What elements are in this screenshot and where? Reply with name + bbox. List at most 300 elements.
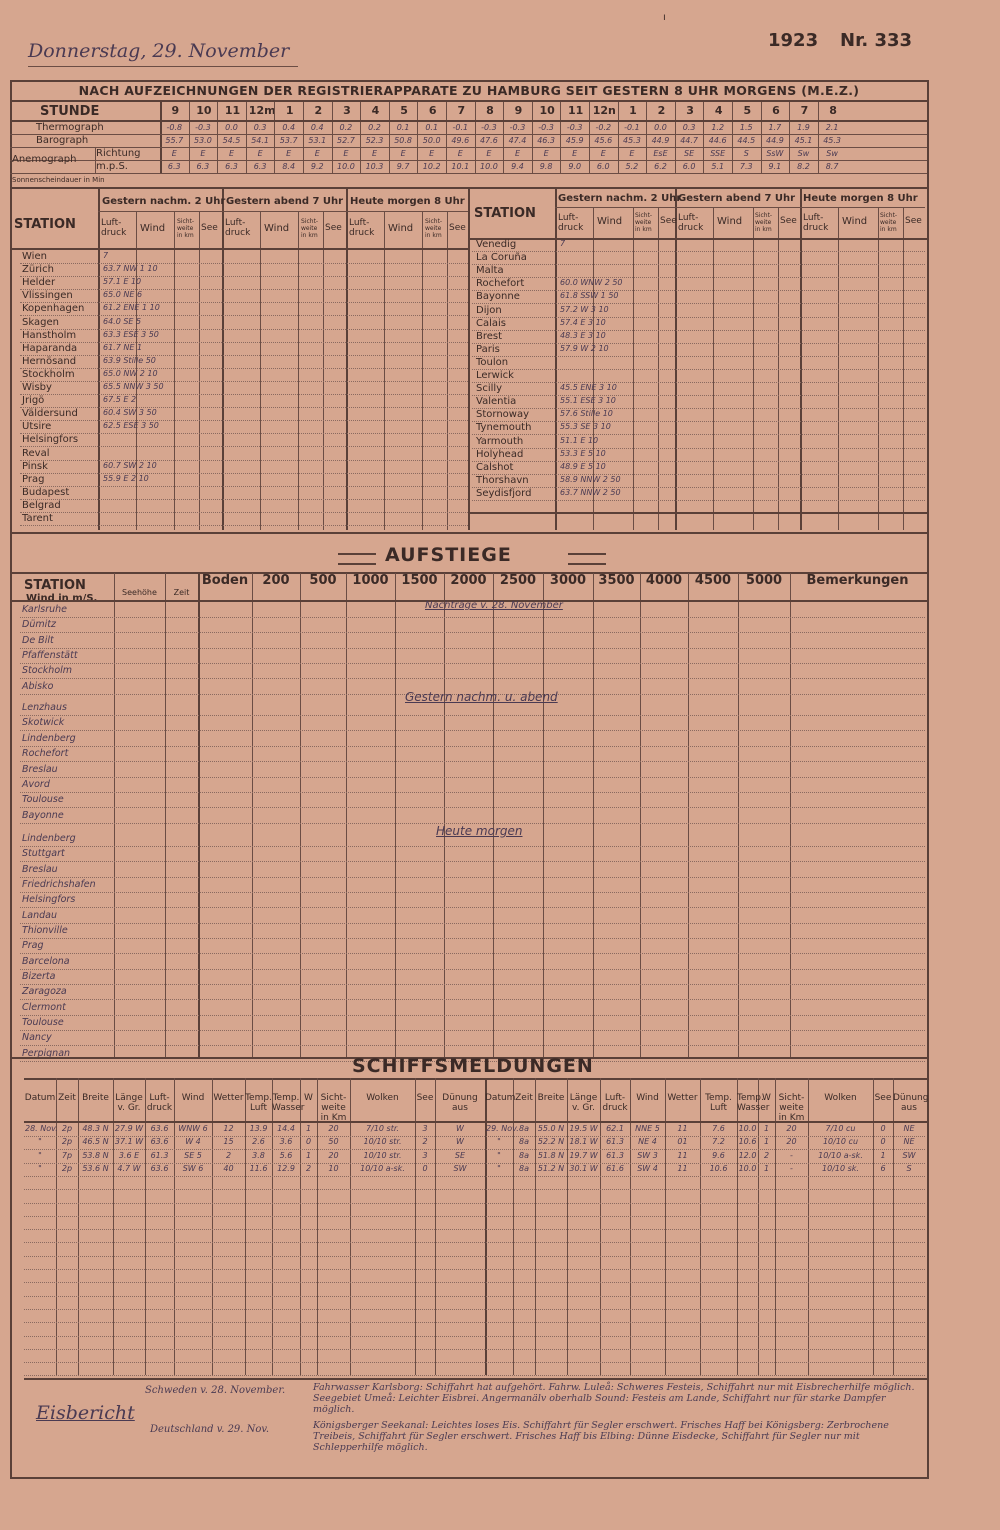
- hour-label: 9: [171, 104, 180, 117]
- aufstiege-title: AUFSTIEGE: [385, 544, 512, 566]
- hour-label: 3: [343, 104, 351, 117]
- reg-value: 9.2: [310, 162, 324, 171]
- aufstiege-col-header: 4500: [694, 573, 732, 588]
- ship-cell: 10.0: [738, 1124, 757, 1133]
- ship-cell: ": [497, 1163, 501, 1173]
- ship-col-header: Luft-druck: [146, 1093, 173, 1113]
- eisbericht-label: Eisbericht: [36, 1402, 135, 1424]
- row-rule: [24, 1296, 925, 1297]
- reg-row-label: Thermograph: [36, 122, 104, 133]
- reg-rule: [10, 120, 927, 122]
- ship-col-header: Wind: [181, 1093, 205, 1103]
- station-obs: 48.3 E 3 10: [560, 330, 606, 340]
- sub-sicht: Sicht-weite in km: [635, 212, 653, 233]
- sub-sicht: Sicht-weite in km: [880, 212, 898, 233]
- ship-cell: 12: [223, 1124, 234, 1133]
- ship-cell: 8a: [519, 1150, 529, 1160]
- station-obs: 63.7 NNW 2 50: [560, 487, 621, 497]
- sub-see: See: [325, 223, 342, 233]
- ship-cell: 12.0: [738, 1150, 757, 1160]
- hour-label: 7: [457, 104, 466, 117]
- reg-value: 55.7: [165, 136, 184, 145]
- row-rule: [20, 907, 925, 908]
- ship-cell: 14.4: [277, 1124, 295, 1133]
- ship-cell: ": [497, 1137, 501, 1147]
- reg-value: E: [629, 149, 635, 158]
- row-rule: [20, 715, 925, 716]
- ship-cell: 2: [422, 1137, 428, 1147]
- sub-divider: [298, 211, 299, 530]
- aufstiege-station: Clermont: [22, 1001, 66, 1013]
- hour-label: 5: [743, 104, 752, 117]
- reg-value: 10.2: [422, 162, 441, 171]
- row-rule: [20, 368, 468, 369]
- station-name: Wien: [22, 251, 47, 262]
- reg-value: E: [457, 149, 463, 158]
- row-rule: [24, 1256, 925, 1257]
- station-obs: 61.8 SSW 1 50: [560, 291, 619, 301]
- reg-value: 0.4: [310, 123, 324, 132]
- ship-cell: ": [38, 1163, 42, 1173]
- station-name: Pinsk: [22, 460, 48, 472]
- reg-value: 44.9: [765, 136, 784, 145]
- hour-label: 2: [314, 104, 323, 117]
- sub-see: See: [660, 216, 677, 226]
- station-head-rule: [470, 238, 927, 240]
- station-name: Vlissingen: [22, 290, 73, 302]
- reg-value: 53.1: [308, 136, 327, 145]
- ship-cell: 40: [223, 1163, 234, 1173]
- row-rule: [472, 369, 925, 370]
- sub-luftdruck: Luft-druck: [558, 213, 584, 233]
- aufstiege-station: Pfaffenstätt: [22, 650, 78, 662]
- sub-wind: Wind: [842, 216, 868, 227]
- ship-col-header: Wolken: [366, 1093, 399, 1103]
- reg-value: 46.3: [537, 136, 555, 145]
- reg-value: 44.5: [737, 136, 756, 145]
- ship-cell: NE: [903, 1124, 915, 1133]
- ship-cell: 7p: [61, 1150, 73, 1160]
- row-rule: [20, 433, 468, 434]
- ship-col-header: Sicht-weite in Km: [778, 1093, 805, 1123]
- sub-wind: Wind: [388, 223, 414, 234]
- station-name: Wisby: [22, 382, 52, 393]
- sub-luftdruck: Luft-druck: [678, 213, 704, 233]
- ship-cell: 52.2 N: [537, 1137, 565, 1147]
- ship-cell: SW: [902, 1150, 916, 1160]
- ship-col-header: See: [416, 1093, 434, 1103]
- station-obs: 64.0 SE 5: [103, 316, 142, 326]
- reg-value: 5.1: [711, 162, 725, 171]
- ship-cell: 1: [305, 1150, 312, 1160]
- ship-col-header: Temp. Wasser: [737, 1093, 770, 1113]
- reg-value: 0.1: [396, 123, 410, 132]
- row-rule: [20, 984, 925, 985]
- sonnenschein-label: Sonnenscheindauer in Min: [12, 176, 105, 184]
- ship-cell: 0: [305, 1137, 312, 1147]
- row-rule: [20, 999, 925, 1000]
- reg-value: 10.0: [479, 162, 498, 171]
- ship-col-header: See: [874, 1093, 892, 1103]
- ship-cell: WNW 6: [178, 1124, 208, 1133]
- anemo-divider: [95, 147, 96, 173]
- ship-cell: 8a: [519, 1137, 529, 1147]
- aufstiege-station: Barcelona: [22, 955, 70, 967]
- reg-value: 1.9: [797, 123, 810, 132]
- row-rule: [20, 460, 468, 461]
- station-obs: 51.1 E 10: [560, 435, 599, 445]
- row-rule: [20, 276, 468, 277]
- station-name: Haparanda: [22, 342, 78, 354]
- station-obs: 55.3 SE 3 10: [560, 422, 611, 432]
- station-name: Prag: [22, 473, 45, 485]
- ship-cell: 51.2 N: [537, 1163, 565, 1173]
- reg-value: 9.7: [396, 162, 410, 171]
- ship-cell: 1: [880, 1150, 886, 1160]
- ship-col-header: Temp. Luft: [245, 1093, 272, 1113]
- aufstiege-col-header: 5000: [745, 573, 783, 588]
- row-rule: [24, 1362, 925, 1363]
- aufstiege-station: Skotwick: [22, 717, 65, 729]
- row-rule: [472, 487, 925, 488]
- station-name: Bayonne: [476, 291, 520, 303]
- eis-schweden-label: Schweden v. 28. November.: [145, 1385, 286, 1396]
- row-rule: [20, 486, 468, 487]
- group-header: Gestern abend 7 Uhr: [678, 193, 796, 204]
- sub-sicht: Sicht-weite in km: [177, 218, 195, 239]
- station-obs: 48.9 E 5 10: [560, 461, 606, 471]
- ship-cell: 1: [763, 1163, 770, 1173]
- ship-cell: 01: [677, 1137, 688, 1147]
- ship-cell: 13.9: [249, 1124, 268, 1133]
- row-rule: [472, 303, 925, 304]
- group-divider: [800, 189, 802, 530]
- row-rule: [24, 1203, 925, 1204]
- aufstiege-station: Bayonne: [22, 809, 64, 821]
- ship-cell: 1: [763, 1124, 770, 1133]
- reg-row-rule: [10, 147, 927, 148]
- hour-label: 10: [539, 104, 555, 117]
- row-rule: [20, 381, 468, 382]
- ship-cell: 7.6: [712, 1124, 725, 1133]
- station-obs: 57.4 E 3 10: [560, 317, 606, 327]
- hour-label: 8: [486, 104, 494, 117]
- sub-divider: [447, 211, 448, 530]
- ship-cell: 10/10 cu: [822, 1137, 859, 1147]
- ship-cell: 15: [223, 1137, 234, 1147]
- reg-value: 53.0: [193, 136, 212, 145]
- ship-col-header: Wind: [636, 1093, 659, 1103]
- ship-cell: 7/10 cu: [825, 1124, 856, 1133]
- sub-see: See: [780, 216, 797, 226]
- ship-cell: 3.6: [279, 1137, 293, 1147]
- hour-label: 11: [568, 104, 584, 117]
- reg-value: E: [343, 149, 349, 158]
- ship-cell: 53.8 N: [82, 1150, 109, 1160]
- reg-value: -0.3: [195, 123, 211, 132]
- reg-value: S: [743, 149, 749, 158]
- ship-cell: 19.7 W: [569, 1150, 598, 1160]
- station-obs: 7: [560, 239, 566, 248]
- station-name: Tynemouth: [476, 422, 532, 434]
- row-rule: [20, 329, 468, 330]
- reg-value: 10.1: [451, 162, 470, 171]
- reg-value: 0.2: [368, 123, 381, 132]
- group-divider: [675, 189, 677, 530]
- ship-cell: 61.3: [606, 1137, 624, 1147]
- ship-cell: 28. Nov.: [25, 1124, 58, 1133]
- ship-cell: NE 4: [638, 1137, 657, 1147]
- reg-value: 1.7: [768, 123, 782, 132]
- ship-cell: W 4: [185, 1137, 201, 1147]
- reg-value: 6.3: [196, 162, 210, 171]
- ship-cell: 10/10 str.: [363, 1137, 402, 1147]
- ship-cell: 7.2: [712, 1137, 725, 1147]
- station-name: Dijon: [476, 304, 502, 316]
- reg-value: 6.0: [596, 162, 610, 171]
- ship-col-header: Temp. Wasser: [272, 1093, 305, 1113]
- ship-cell: ": [38, 1150, 42, 1160]
- station-obs: 45.5 ENE 3 10: [560, 383, 617, 393]
- reg-value: 9.1: [768, 162, 782, 171]
- reg-row-label: m.p.S.: [96, 161, 128, 172]
- ship-col-header: Länge v. Gr.: [115, 1093, 143, 1113]
- sub-wind: Wind: [140, 223, 166, 234]
- station-name: Hernösand: [22, 355, 77, 367]
- ship-col-header: W: [304, 1093, 313, 1103]
- ship-cell: ": [38, 1137, 42, 1147]
- reg-value: Sw: [826, 149, 838, 158]
- group-rule: [346, 211, 468, 212]
- row-rule: [20, 953, 925, 954]
- station-name: Calshot: [476, 461, 514, 473]
- reg-value: E: [486, 149, 492, 158]
- reg-value: 44.9: [651, 136, 670, 145]
- hour-label: 12m: [248, 104, 276, 117]
- station-name: Zürich: [22, 264, 54, 276]
- ship-cell: 0: [880, 1124, 886, 1133]
- ship-cell: 48.3 N: [82, 1124, 109, 1133]
- reg-value: 9.8: [539, 162, 553, 171]
- ship-head-rule: [24, 1121, 927, 1123]
- sub-see: See: [449, 223, 466, 233]
- ship-cell: 19.5 W: [569, 1124, 598, 1133]
- sub-luftdruck: Luft-druck: [225, 218, 251, 238]
- station-name: Utsire: [22, 421, 52, 433]
- station-name: Holyhead: [476, 448, 524, 460]
- group-rule: [98, 211, 222, 212]
- row-rule: [24, 1269, 925, 1270]
- reg-value: 10.0: [336, 162, 355, 171]
- reg-value: E: [257, 149, 263, 158]
- ship-col-header: Dünung aus: [893, 1093, 929, 1113]
- reg-value: 0.0: [654, 123, 667, 132]
- station-obs: 61.2 ENE 1 10: [103, 303, 160, 313]
- ship-cell: 20: [328, 1124, 339, 1133]
- reg-value: 50.0: [422, 136, 441, 145]
- header-underline: [28, 66, 298, 67]
- ship-cell: 61.3: [150, 1150, 169, 1160]
- hour-label: 3: [686, 104, 694, 117]
- aufstiege-station: Lindenberg: [22, 832, 76, 844]
- row-rule: [20, 892, 925, 893]
- aufstiege-station: Breslau: [22, 863, 58, 875]
- aufstiege-station: Stuttgart: [22, 848, 65, 860]
- reg-value: 0.3: [253, 123, 267, 132]
- reg-value: 44.6: [708, 136, 727, 145]
- eis-schweden-text: Fahrwasser Karlsborg: Schiffahrt hat aufgehört. Fahrw. Luleå: Schweres Festeis, Schiffahrt nur mit Eisbrecherhilfe möglich. Seegebiet Umeå: Leichter Eisbrei. Angermanälv oberhalb Sound: Festeis am Lande, Schiffahrt nur für starke Dampfer möglich.: [313, 1382, 915, 1415]
- ship-cell: 27.9 W: [114, 1124, 144, 1133]
- ship-cell: 63.6: [150, 1163, 169, 1173]
- reg-value: 9.0: [568, 162, 582, 171]
- ship-cell: W: [456, 1137, 464, 1147]
- station-obs: 63.3 ESE 3 50: [103, 329, 159, 339]
- reg-value: E: [228, 149, 235, 158]
- ship-cell: 4.7 W: [117, 1163, 141, 1173]
- ship-cell: 10.0: [738, 1163, 757, 1173]
- ship-cell: 63.6: [150, 1124, 169, 1133]
- ship-col-header: Länge v. Gr.: [569, 1093, 598, 1113]
- row-rule: [472, 500, 925, 501]
- station-name: Budapest: [22, 486, 70, 498]
- group-divider: [346, 189, 348, 530]
- ship-col-header: Luft-druck: [602, 1093, 628, 1113]
- reg-value: 54.1: [251, 136, 269, 145]
- reg-value: SsW: [766, 149, 784, 158]
- ship-cell: SW: [453, 1163, 467, 1173]
- row-rule: [20, 512, 468, 513]
- reg-value: E: [429, 149, 435, 158]
- aufstiege-station: Karlsruhe: [22, 604, 67, 615]
- station-obs: 60.7 SW 2 10: [103, 460, 157, 470]
- ship-col-header: Temp. Luft: [705, 1093, 732, 1113]
- ship-cell: 9.6: [712, 1150, 725, 1160]
- reg-value: 6.3: [225, 162, 238, 171]
- ship-cell: 1: [305, 1124, 312, 1133]
- reg-row-rule: [10, 173, 927, 174]
- sub-divider: [323, 211, 324, 530]
- station-obs: 65.0 NW 2 10: [103, 368, 158, 378]
- ship-col-header: W: [762, 1093, 771, 1103]
- station-obs: 55.9 E 2 10: [103, 473, 149, 483]
- hour-label: 5: [400, 104, 408, 117]
- station-name: Malta: [476, 265, 504, 277]
- group-divider: [98, 189, 100, 530]
- reg-value: 45.3: [823, 136, 841, 145]
- ship-cell: 61.6: [606, 1163, 624, 1173]
- reg-value: -0.3: [538, 123, 554, 132]
- aufstiege-col-header: 1500: [401, 573, 438, 588]
- station-obs: 65.5 NNW 3 50: [103, 382, 164, 391]
- section-note: Gestern nachm. u. abend: [405, 690, 558, 704]
- row-rule: [20, 861, 925, 862]
- row-rule: [472, 264, 925, 265]
- hour-label: 6: [428, 104, 437, 117]
- reg-value: E: [600, 149, 606, 158]
- station-name: Thorshavn: [476, 474, 529, 486]
- reg-value: E: [514, 149, 521, 158]
- reg-row-rule: [10, 134, 927, 135]
- hour-label: 1: [285, 104, 294, 117]
- ship-cell: -: [790, 1150, 793, 1160]
- station-obs: 57.6 Stille 10: [560, 409, 613, 419]
- row-rule: [20, 938, 925, 939]
- station-name: Scilly: [476, 383, 503, 395]
- group-rule: [800, 207, 925, 208]
- aufstiege-wind-unit: Wind in m/S.: [26, 593, 98, 604]
- row-rule: [24, 1242, 925, 1243]
- aufstiege-station: Prag: [22, 940, 44, 952]
- reg-value: -0.1: [624, 123, 640, 132]
- station-name: Väldersund: [22, 408, 78, 420]
- ship-col-header: Wolken: [824, 1093, 857, 1103]
- reg-value: E: [314, 149, 320, 158]
- reg-row-label: Barograph: [36, 135, 89, 146]
- ship-cell: W: [456, 1124, 464, 1133]
- station-name: Helsingfors: [22, 434, 79, 446]
- row-rule: [472, 251, 925, 252]
- station-obs: 57.9 W 2 10: [560, 343, 609, 353]
- ship-col-header: Datum: [485, 1093, 516, 1103]
- station-name: Venedig: [476, 239, 517, 250]
- station-name: Belgrad: [22, 499, 61, 511]
- aufstiege-col-header: Zeit: [173, 588, 190, 597]
- ship-cell: SW 4: [637, 1163, 658, 1173]
- station-name: Reval: [22, 447, 50, 459]
- row-rule: [472, 395, 925, 396]
- hour-label: 4: [714, 104, 723, 117]
- reg-value: 0.2: [339, 123, 353, 132]
- anemograph-label: Anemograph: [12, 154, 77, 165]
- reg-value: -0.2: [595, 123, 612, 132]
- reg-row-label: Richtung: [96, 148, 141, 159]
- row-rule: [472, 408, 925, 409]
- reg-value: 2.1: [825, 123, 839, 132]
- row-rule: [472, 474, 925, 475]
- registrier-title: NACH AUFZEICHNUNGEN DER REGISTRIERAPPARATE ZU HAMBURG SEIT GESTERN 8 UHR MORGENS (M.E.Z.): [78, 83, 860, 98]
- ship-cell: 29. Nov.: [486, 1124, 519, 1133]
- ship-col-header: Zeit: [515, 1093, 533, 1103]
- hour-label: 12n: [592, 104, 616, 117]
- aufstiege-col-header: 2000: [450, 573, 487, 588]
- station-name: Lerwick: [476, 370, 514, 381]
- reg-value: 8.7: [825, 162, 839, 171]
- sub-divider: [422, 211, 423, 530]
- ship-cell: 0: [880, 1137, 886, 1147]
- group-divider: [222, 189, 224, 530]
- ship-cell: 55.0 N: [537, 1124, 565, 1133]
- ship-cell: 18.1 W: [569, 1137, 598, 1147]
- station-obs: 63.9 Stille 50: [103, 355, 156, 365]
- station-obs: 63.7 NW 1 10: [103, 264, 158, 274]
- reg-value: E: [171, 149, 177, 158]
- ship-cell: 8a: [519, 1163, 529, 1173]
- reg-value: E: [286, 149, 292, 158]
- station-name: Stockholm: [22, 368, 75, 380]
- aufstiege-station: Bizerta: [22, 971, 56, 983]
- aufstiege-station: Abisko: [22, 680, 54, 692]
- row-rule: [20, 473, 468, 474]
- reg-value: 6.3: [253, 162, 267, 171]
- aufstiege-station: Landau: [22, 909, 58, 921]
- station-name: Toulon: [476, 356, 509, 368]
- ship-cell: 10.6: [738, 1137, 757, 1147]
- reg-value: 6.2: [654, 162, 667, 171]
- ship-col-header: Breite: [537, 1093, 565, 1103]
- ship-cell: 37.1 W: [114, 1137, 144, 1147]
- station-name: La Coruña: [476, 252, 527, 264]
- station-obs: 57.1 E 10: [103, 277, 142, 287]
